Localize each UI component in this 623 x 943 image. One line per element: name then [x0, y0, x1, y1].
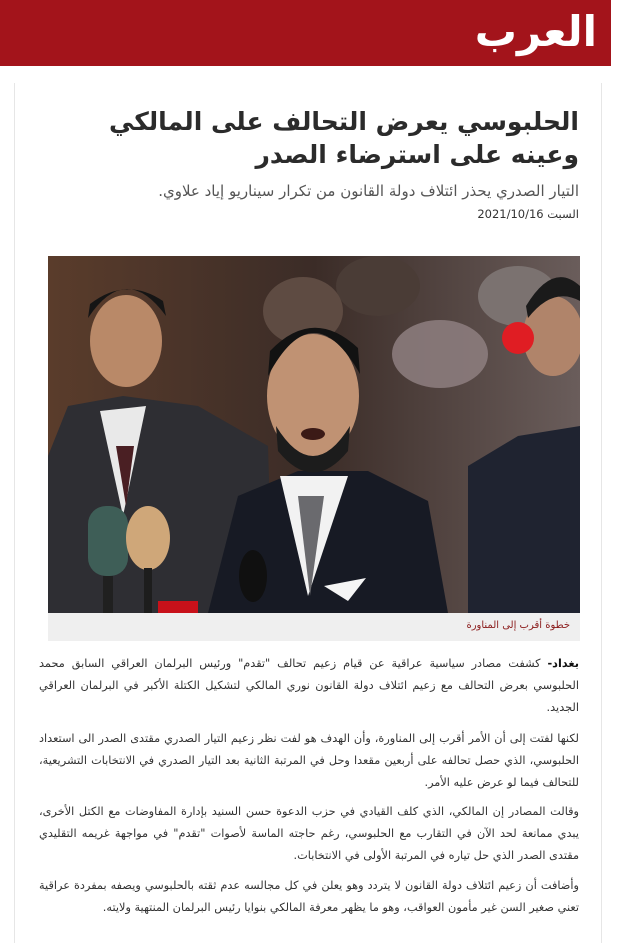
date-day: السبت [547, 207, 579, 221]
article-date [477, 207, 579, 221]
paragraph-text: وقالت المصادر إن المالكي، الذي كلف القيادي في حزب الدعوة حسن السنيد بإدارة المفاوضات مع الكتل الأخرى، يبدي ممانعة لحد الآن في التقارب مع الحلبوسي، رغم حاجته الماسة لأصوات "تقدم" في مواجهة غريمه التقليدي مقتدى الصدر الذي حل تياره في المرتبة الأولى في الانتخابات. [39, 805, 579, 862]
paragraph-text: لكنها لفتت إلى أن الأمر أقرب إلى المناورة، وأن الهدف هو لفت نظر زعيم التيار الصدري مقتدى الصدر الى استعداد الحلبوسي، الذي حصل تحالفه على أربعين مقعدا وحل في المرتبة الثانية بعد التيار الصدري في الانتخابات التشريعية، للتحالف فيما لو عرض عليه الأمر. [39, 732, 579, 789]
article-photo [48, 256, 580, 613]
paragraph-text: كشفت مصادر سياسية عراقية عن قيام زعيم تحالف "تقدم" ورئيس البرلمان العراقي السابق محمد الحلبوسي بعرض التحالف مع زعيم ائتلاف دولة القانون نوري المالكي لتشكيل الكتلة الأكبر في البرلمان العراقي الجديد. [39, 657, 579, 714]
photo-caption: خطوة أقرب إلى المناورة [466, 620, 570, 631]
article-paragraph-2 [39, 728, 579, 794]
site-header [0, 0, 611, 66]
site-logo[interactable]: العرب [474, 7, 597, 56]
date-value: 2021/10/16 [477, 207, 544, 221]
photo-caption-bar [48, 613, 580, 641]
paragraph-text: وأضافت أن زعيم ائتلاف دولة القانون لا يتردد وهو يعلن في كل مجالسه عدم ثقته بالحلبوسي ويصفه بمفردة عراقية تعني صغير السن غير مأمون العواقب، وهو ما يظهر معرفة المالكي بنوايا رئيس البرلمان المنتهية ولايته. [39, 879, 579, 914]
article-title: الحلبوسي يعرض التحالف على المالكي وعينه على استرضاء الصدر [108, 107, 579, 169]
article-subtitle: التيار الصدري يحذر ائتلاف دولة القانون من تكرار سيناريو إياد علاوي. [158, 182, 579, 200]
article-paragraph-4 [39, 875, 579, 919]
article-container [14, 83, 602, 943]
dateline: بغداد- [547, 657, 579, 670]
article-paragraph-1 [39, 653, 579, 719]
article-paragraph-3 [39, 801, 579, 867]
